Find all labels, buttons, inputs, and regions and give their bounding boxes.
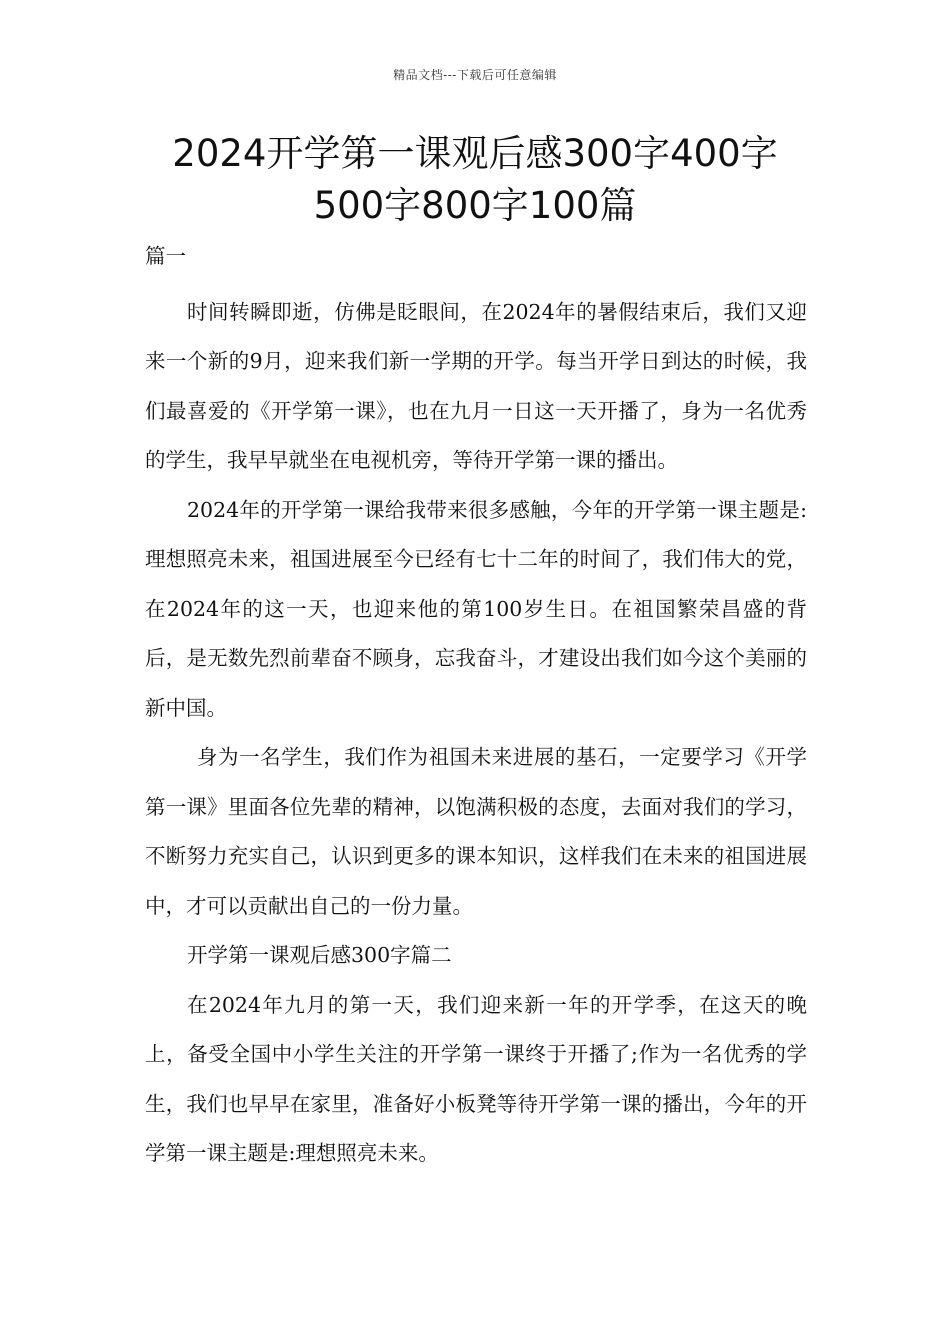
title-line-1: 2024开学第一课观后感300字400字	[172, 132, 778, 175]
paragraph-1: 时间转瞬即逝，仿佛是眨眼间，在2024年的暑假结束后，我们又迎来一个新的9月，迎来我们新一学期的开学。每当开学日到达的时候，我们最喜爱的《开学第一课》，也在九月一日这一天开播了，身为一名优秀的学生，我早早就坐在电视机旁，等待开学第一课的播出。	[145, 299, 807, 472]
title-line-2: 500字800字100篇	[313, 184, 637, 227]
section-label: 篇一	[145, 244, 186, 268]
paragraph-4: 在2024年九月的第一天，我们迎来新一年的开学季，在这天的晚上，备受全国中小学生关注的开学第一课终于开播了;作为一名优秀的学生，我们也早早在家里，准备好小板凳等待开学第一课的播出，今年的开学第一课主题是:理想照亮未来。	[145, 992, 807, 1165]
paragraph-2: 2024年的开学第一课给我带来很多感触，今年的开学第一课主题是:理想照亮未来，祖国进展至今已经有七十二年的时间了，我们伟大的党，在2024年的这一天，也迎来他的第100岁生日。在祖国繁荣昌盛的背后，是无数先烈前辈奋不顾身，忘我奋斗，才建设出我们如今这个美丽的新中国。	[145, 497, 807, 720]
section-heading-2: 开学第一课观后感300字篇二	[187, 943, 452, 967]
document-title	[100, 128, 850, 232]
page-header: 精品文档---下载后可任意编辑	[393, 68, 557, 82]
paragraph-3: 身为一名学生，我们作为祖国未来进展的基石，一定要学习《开学第一课》里面各位先辈的精神，以饱满积极的态度，去面对我们的学习，不断努力充实自己，认识到更多的课本知识，这样我们在未来的祖国进展中，才可以贡献出自己的一份力量。	[145, 745, 807, 918]
document-body	[145, 232, 807, 1179]
